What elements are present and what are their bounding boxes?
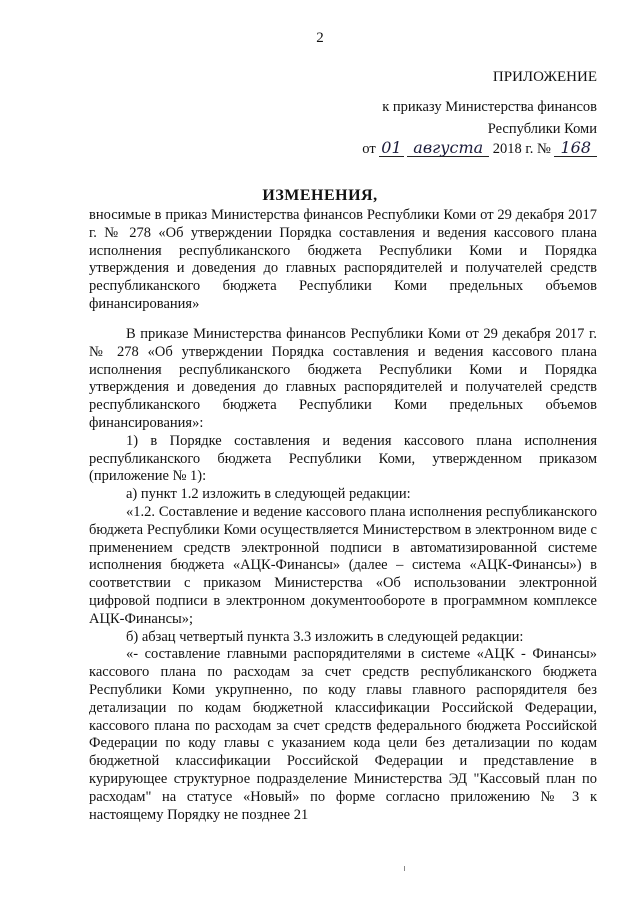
order-ref-line2: Республики Коми [487,121,597,137]
paragraph: б) абзац четвертый пункта 3.3 изложить в следующей редакции: [126,628,524,645]
paragraph: а) пункт 1.2 изложить в следующей редакции: [126,486,411,503]
intro-text: вносимые в приказ Министерства финансов Республики Коми от 29 декабря 2017 г. № 278 «Об утверждении Порядка составления и ведения кассового плана исполнения республиканского бюджета Республики Коми и Порядка утверждения и доведения до главных распорядителей и получателей средств республиканского бюджета Республики Коми предельных объемов финансирования» [89,207,597,312]
order-number-handwritten: 168 [554,140,597,157]
order-day-handwritten: 01 [381,138,402,157]
intro-block [89,207,597,314]
paragraph: В приказе Министерства финансов Республики Коми от 29 декабря 2017 г. № 278 «Об утверждении Порядка составления и ведения кассового плана исполнения республиканского бюджета Республики Коми и Порядка утверждения и доведения до главных распорядителей и получателей средств республиканского бюджета Республики Коми предельных объемов финансирования»: [89,326,597,431]
scan-mark [404,866,405,871]
order-month-handwritten: августа [407,140,489,157]
order-date-line [362,140,597,158]
order-year: 2018 г. № [492,141,551,157]
page-number: 2 [316,30,324,46]
document-body [89,326,597,824]
document-title: ИЗМЕНЕНИЯ, [262,187,378,204]
paragraph: «- составление главными распорядителями в системе «АЦК - Финансы» кассового плана по расходам за счет средств республиканского бюджета Республики Коми укрупненно, по коду главы главного распорядителя без детализации по кодам бюджетной классификации Российской Федерации, кассового плана по расходам за счет средств федерального бюджета Российской Федерации по коду главы с указанием кода цели без детализации по кодам бюджетной классификации Российской Федерации и представление в курирующее структурное подразделение Министерства ЭД "Кассовый план по расходам" на статусе «Новый» по форме согласно приложению № 3 к настоящему Порядку не позднее 21 [89,646,597,823]
order-date-prefix: от [362,141,376,157]
order-ref-line1: к приказу Министерства финансов [382,99,597,115]
paragraph: 1) в Порядке составления и ведения кассового плана исполнения республиканского бюджета Республики Коми, утвержденном приказом (приложение № 1): [89,432,597,485]
appendix-label: ПРИЛОЖЕНИЕ [492,69,597,85]
paragraph: «1.2. Составление и ведение кассового плана исполнения республиканского бюджета Республики Коми осуществляется Министерством в электронном виде с применением средств электронной подписи в автоматизированной системе исполнения бюджета «АЦК-Финансы» (далее – система «АЦК-Финансы») в соответствии с приказом Министерства «Об использовании электронной цифровой подписи в электронном документообороте в программном комплексе АЦК-Финансы»; [89,503,597,627]
